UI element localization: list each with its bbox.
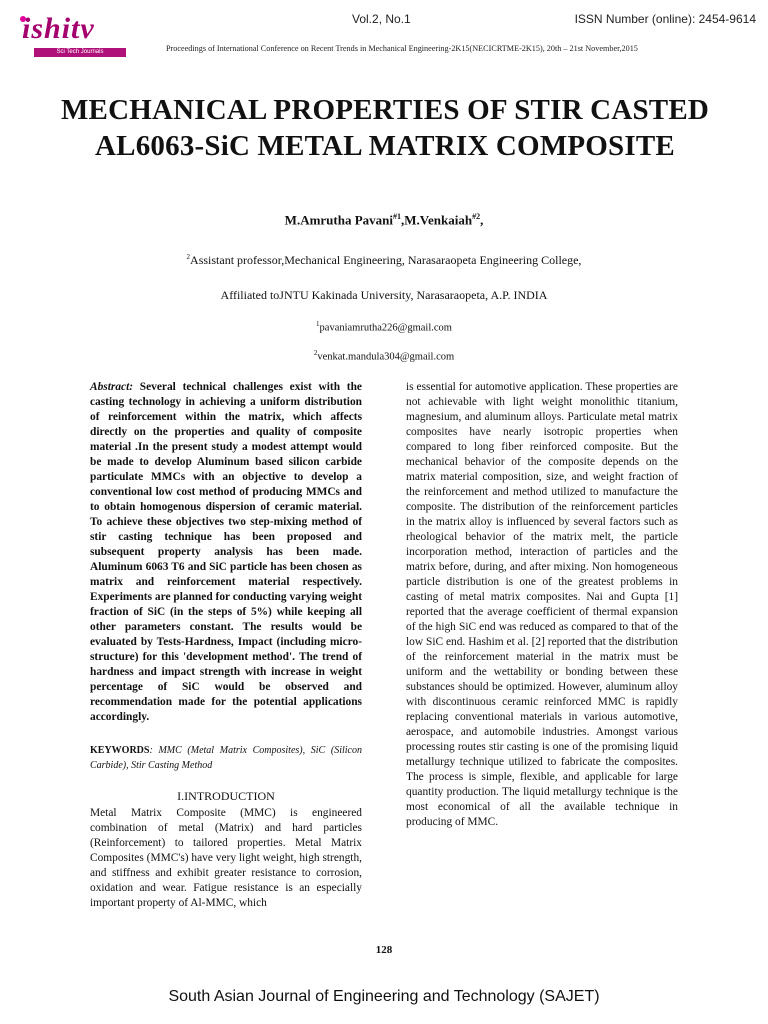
abstract-label: Abstract: [90, 381, 134, 393]
author-line: M.Amrutha Pavani$^{\#1}$,M.Venkaiah$^{\#2}$, [284, 212, 484, 228]
email-1[interactable]: pavaniamrutha226@gmail.com [319, 322, 452, 334]
author-2: M.Venkaiah [404, 212, 473, 228]
right-column [406, 380, 678, 830]
keywords-label: KEYWORDS [90, 745, 150, 756]
paper-title: MECHANICAL PROPERTIES OF STIR CASTED AL6063-SiC METAL MATRIX COMPOSITE [60, 94, 710, 162]
affiliation-line-2: Affiliated toJNTU Kakinada University, Narasaraopeta, A.P. INDIA [220, 288, 548, 302]
author-1-mark: #1 [393, 212, 402, 221]
volume-info: Vol.2, No.1 [352, 12, 411, 26]
keywords-text: : MMC (Metal Matrix Composites), SiC (Silicon Carbide), Stir Casting Method [90, 745, 362, 771]
intro-paragraph-right: is essential for automotive application. These properties are not achievable with light weight monolithic titanium, magnesium, and aluminum alloys. Particulate metal matrix composites have nearly isotropic properties when compared to long fiber reinforced composite. But the mechanical behavior of the composite depends on the matrix material composition, size, and weight fraction of the reinforcement and method utilized to manufacture the composite. The distribution of the reinforcement particles in the matrix alloy is influenced by several factors such as rheological behavior of the matrix melt, the particle incorporation method, interaction of particles and the matrix before, during, and after mixing. Non homogeneous particle distribution is one of the greatest problems in casting of metal matrix composites. Nai and Gupta [1] reported that the average coefficient of thermal expansion of the high SiC end was reduced as compared to that of the low SiC end. Hashim et al. [2] reported that the distribution of the reinforcement material in the matrix must be uniform and the wettability or bonding between these substances should be optimized. However, aluminum alloy with discontinuous ceramic reinforced MMC is rapidly replacing conventional materials in various automotive, aerospace, and automobile industries. Amongst various processing routes stir casting is one of the promising liquid metallurgy technique utilized to fabricate the composites. The process is simple, flexible, and applicable for large quantity production. The liquid metallurgy technique is the most economical of all the available technique in producing of MMC. [406, 381, 678, 828]
logo-text: ishitv [22, 12, 95, 45]
affiliation-text-1: Assistant professor,Mechanical Engineering, Narasaraopeta Engineering College, [190, 253, 582, 267]
page-number: 128 [375, 944, 393, 956]
affiliation-line-1 [0, 253, 768, 268]
intro-paragraph-left: Metal Matrix Composite (MMC) is engineered combination of metal (Matrix) and hard particles (Reinforcement) to tailored properties. Metal Matrix Composites (MMC's) have very light weight, high strength, and stiffness and exhibit greater resistance to corrosion, oxidation and wear. Fatigue resistance is an especially important property of Al-MMC, which [90, 807, 362, 909]
email-line-2 [0, 349, 768, 363]
email-line-1 [0, 320, 768, 334]
author-1: M.Amrutha Pavani [284, 212, 394, 228]
journal-logo [6, 8, 126, 56]
abstract-text: Several technical challenges exist with the casting technology in achieving a uniform distribution of reinforcement within the matrix, which affects directly on the properties and quality of composite material .In the present study a modest attempt would be made to develop Aluminum based silicon carbide particulate MMCs with an objective to develop a conventional low cost method of producing MMCs and to obtain homogenous dispersion of ceramic material. To achieve these objectives two step-mixing method of stir casting technique has been proposed and subsequent property analysis has been made. Aluminum 6063 T6 and SiC particle has been chosen as matrix and reinforcement material respectively. Experiments are planned for conducting varying weight fraction of SiC (in the steps of 5%) while keeping all other parameters constant. The results would be evaluated by Tests-Hardness, Impact (including micro-structure) for this 'development method'. The trend of hardness and impact strength with increase in weight percentage of SiC would be observed and recommendation made for the potential applications accordingly. [90, 381, 362, 723]
affiliation-mark: 2 [186, 253, 191, 261]
issn-info: ISSN Number (online): 2454-9614 [574, 12, 756, 26]
email-2-mark: 2 [313, 349, 318, 357]
journal-footer: South Asian Journal of Engineering and Technology (SAJET) [168, 988, 600, 1005]
section-heading-introduction: I.INTRODUCTION [177, 789, 275, 803]
author-2-mark: #2 [472, 212, 481, 221]
keywords [90, 743, 362, 773]
email-2[interactable]: venkat.mandula304@gmail.com [317, 351, 455, 363]
email-1-mark: 1 [316, 320, 320, 328]
logo-tagline: Sci Tech Journals [34, 48, 126, 57]
left-column [90, 380, 362, 911]
abstract [90, 380, 362, 725]
proceedings-line: Proceedings of International Conference on Recent Trends in Mechanical Engineering-2K15(NECICRTME-2K15), 20th – 21st November,2015 [166, 44, 638, 53]
